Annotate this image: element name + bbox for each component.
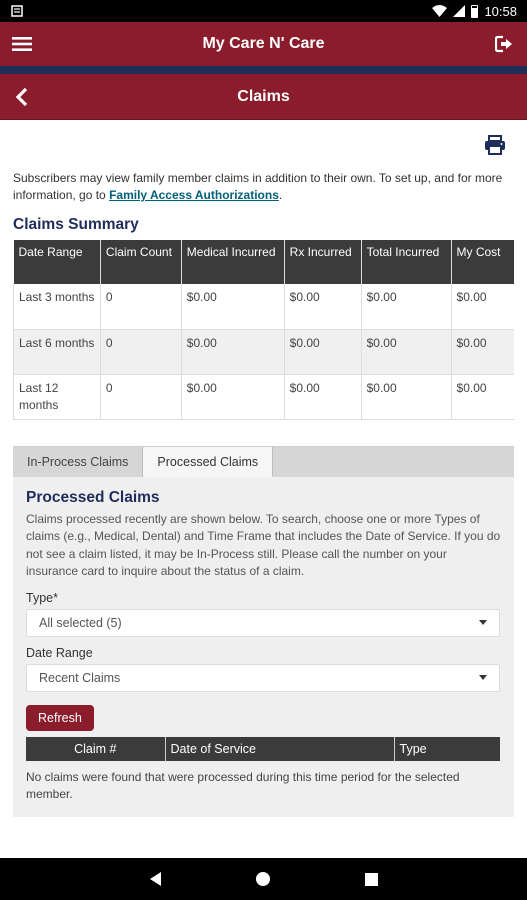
claims-tabs	[13, 446, 514, 477]
cell-total-incurred: $0.00	[361, 374, 451, 419]
intro-text-body: Subscribers may view family member claims in addition to their own. To set up, and for more information, go to	[13, 171, 503, 202]
processed-claims-table	[26, 737, 500, 761]
cell-date-range: Last 12 months	[14, 374, 101, 419]
main-content	[0, 120, 527, 817]
panel-title: Processed Claims	[26, 488, 160, 506]
panel-description: Claims processed recently are shown below. To search, choose one or more Types of claims (e.g., Medical, Dental) and Time Frame that includes the Date of Service. If you do not see a claim listed, it may be In-Process still. Please call the number on your insurance card to inquire about the status of a claim.	[26, 511, 501, 578]
header-claim-number[interactable]: Claim #	[26, 737, 165, 761]
cell-rx-incurred: $0.00	[284, 374, 361, 419]
notification-icon	[10, 4, 24, 18]
app-title: My Care N' Care	[202, 35, 325, 52]
chevron-left-icon	[15, 87, 29, 107]
status-time: 10:58	[484, 3, 517, 19]
cell-claim-count: 0	[100, 374, 181, 419]
refresh-button[interactable]: Refresh	[26, 705, 94, 731]
intro-suffix: .	[278, 188, 283, 202]
cell-my-cost: $0.00	[451, 374, 514, 419]
tab-processed-claims[interactable]: Processed Claims	[143, 447, 273, 477]
nav-recents-icon[interactable]	[365, 873, 378, 886]
cell-total-incurred: $0.00	[361, 284, 451, 329]
app-bar	[0, 22, 527, 66]
battery-icon	[471, 5, 478, 18]
header-type[interactable]: Type	[394, 737, 500, 761]
cell-my-cost: $0.00	[451, 329, 514, 374]
type-select[interactable]	[26, 609, 500, 637]
print-row	[13, 120, 514, 170]
caret-down-icon	[479, 620, 487, 625]
tab-in-process-claims[interactable]: In-Process Claims	[13, 447, 143, 477]
table-row	[14, 329, 515, 374]
no-claims-message: No claims were found that were processed during this time period for the selected member.	[26, 769, 460, 801]
date-range-select-value: Recent Claims	[39, 670, 121, 685]
cell-claim-count: 0	[100, 284, 181, 329]
cell-rx-incurred: $0.00	[284, 284, 361, 329]
intro-text	[13, 170, 514, 204]
back-button[interactable]	[10, 85, 34, 109]
wifi-icon	[432, 5, 447, 17]
hamburger-menu-icon	[12, 36, 32, 52]
family-access-link[interactable]: Family Access Authorizations	[109, 188, 279, 202]
cell-medical-incurred: $0.00	[181, 284, 284, 329]
status-right	[432, 4, 517, 19]
type-select-value: All selected (5)	[39, 615, 122, 630]
cell-medical-incurred: $0.00	[181, 329, 284, 374]
header-rx-incurred: Rx Incurred	[284, 240, 361, 284]
header-total-incurred: Total Incurred	[361, 240, 451, 284]
print-icon[interactable]	[484, 135, 506, 155]
cell-claim-count: 0	[100, 329, 181, 374]
cell-rx-incurred: $0.00	[284, 329, 361, 374]
claims-summary-title: Claims Summary	[13, 216, 139, 233]
header-date-range: Date Range	[14, 240, 101, 284]
table-row	[14, 374, 515, 419]
logout-button[interactable]	[493, 32, 517, 56]
caret-down-icon	[479, 675, 487, 680]
page-title: Claims	[237, 87, 290, 105]
table-row	[14, 284, 515, 329]
system-nav-bar	[0, 858, 527, 900]
cell-date-range: Last 6 months	[14, 329, 101, 374]
summary-header-row	[14, 240, 515, 284]
header-date-of-service[interactable]: Date of Service	[165, 737, 394, 761]
cell-my-cost: $0.00	[451, 284, 514, 329]
type-label: Type*	[26, 590, 58, 605]
date-range-select[interactable]	[26, 664, 500, 692]
header-stripe	[0, 66, 527, 74]
date-range-label: Date Range	[26, 645, 93, 660]
status-left	[10, 4, 432, 18]
claims-summary-table	[13, 240, 514, 420]
cell-total-incurred: $0.00	[361, 329, 451, 374]
menu-button[interactable]	[10, 32, 34, 56]
claims-header-row	[26, 737, 500, 761]
nav-home-icon[interactable]	[256, 872, 270, 886]
header-medical-incurred: Medical Incurred	[181, 240, 284, 284]
status-bar	[0, 0, 527, 22]
cell-date-range: Last 3 months	[14, 284, 101, 329]
nav-back-icon[interactable]	[150, 872, 161, 886]
cell-signal-icon	[453, 5, 465, 17]
cell-medical-incurred: $0.00	[181, 374, 284, 419]
page-header	[0, 74, 527, 120]
sign-out-icon	[495, 35, 515, 53]
header-claim-count: Claim Count	[100, 240, 181, 284]
processed-claims-panel	[13, 477, 514, 817]
header-my-cost: My Cost	[451, 240, 514, 284]
